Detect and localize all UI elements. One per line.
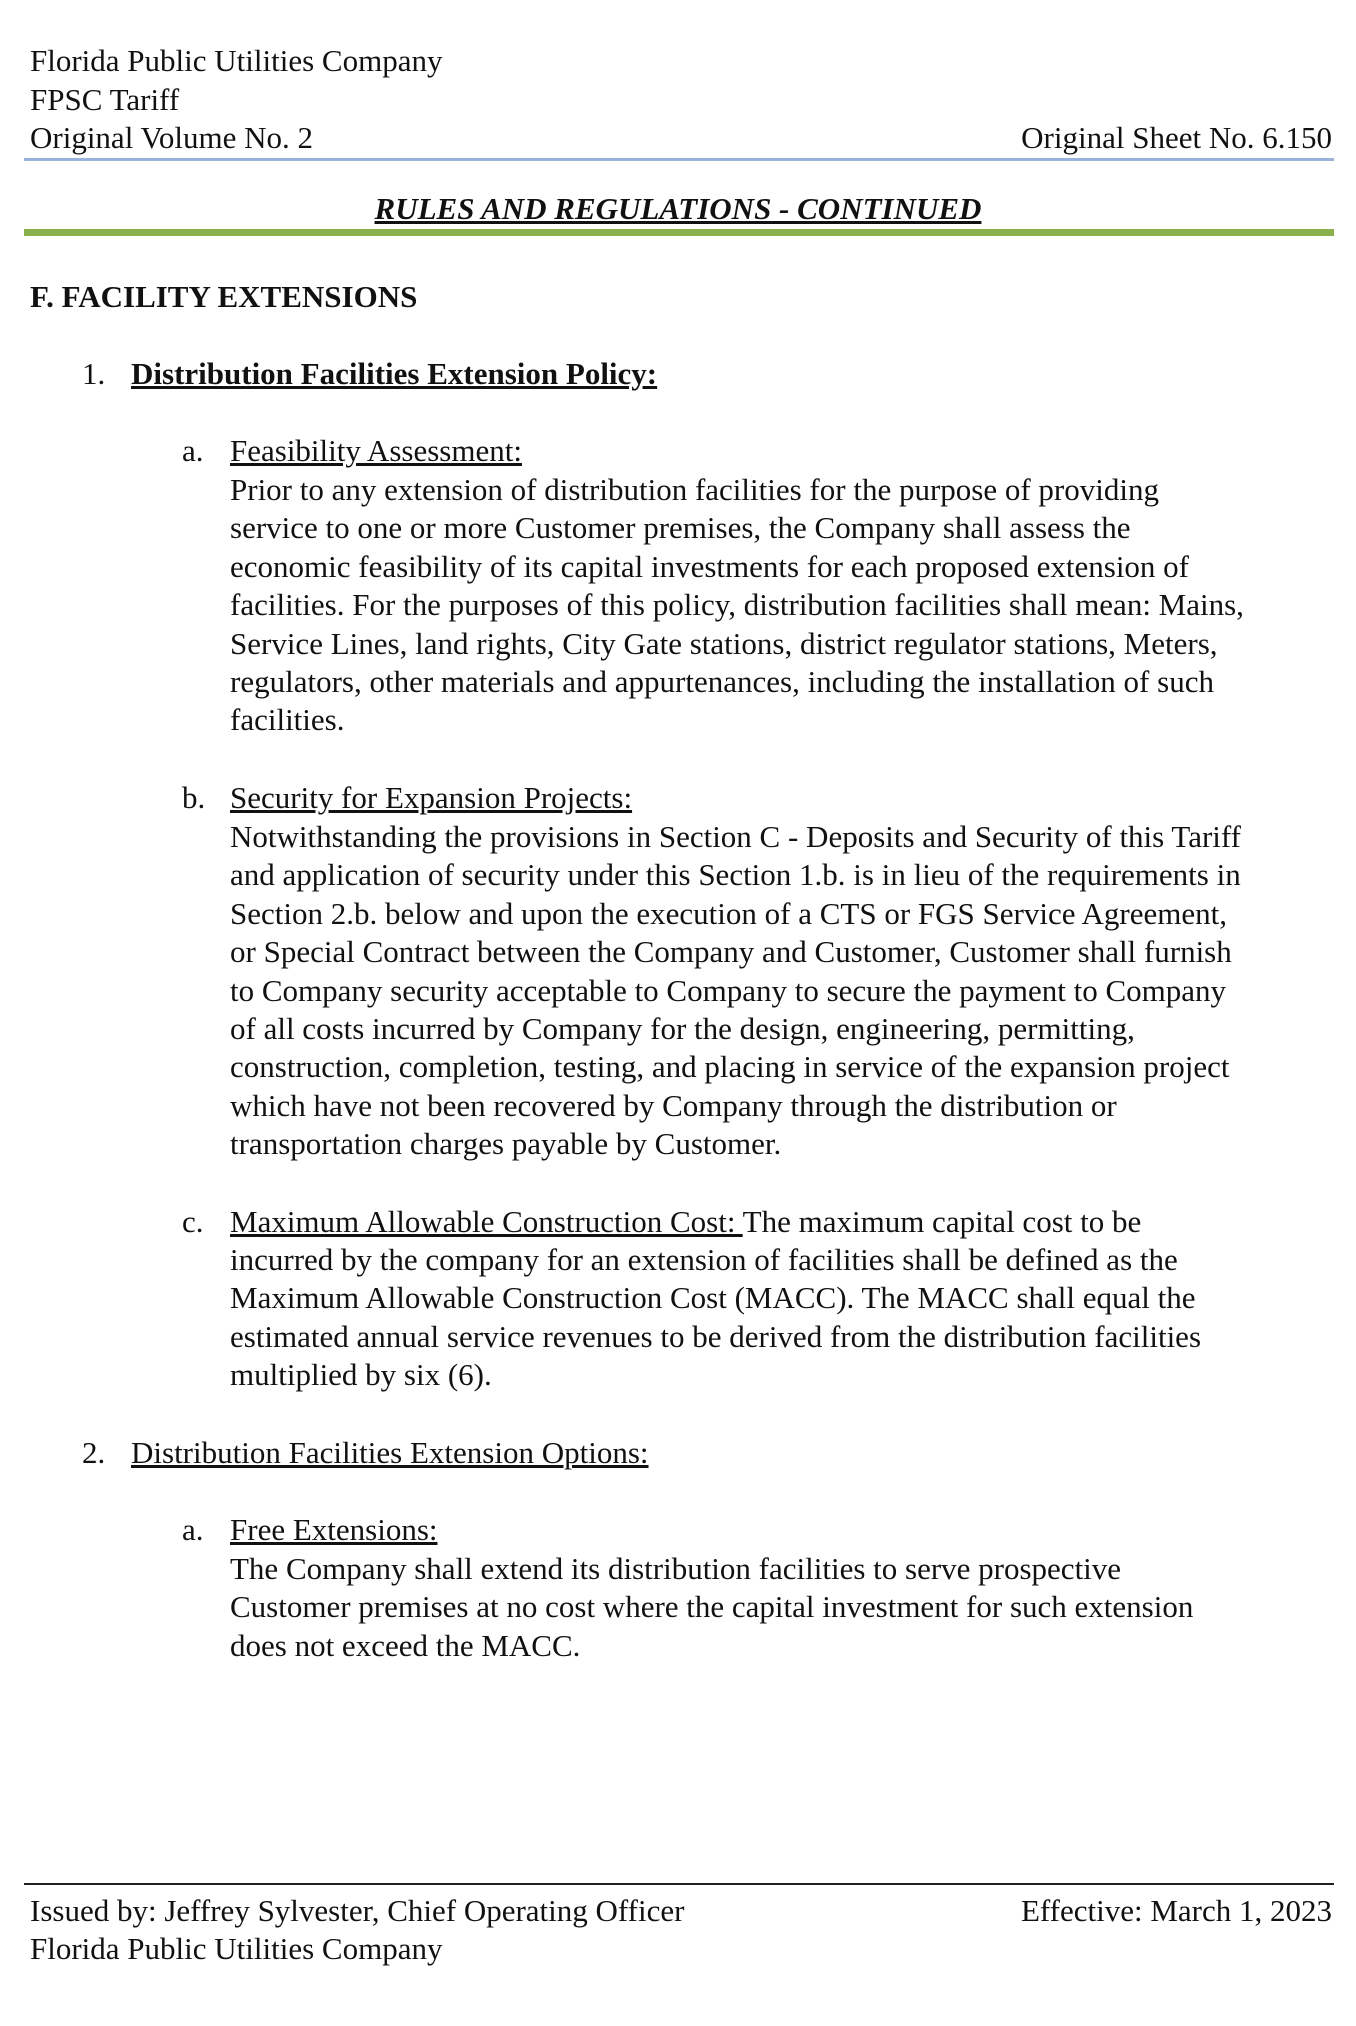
footer-divider <box>24 1883 1334 1885</box>
text-line: or Special Contract between the Company and Customer, Customer shall furnish <box>230 934 1232 970</box>
item-1c-title: Maximum Allowable Construction Cost: <box>230 1204 743 1239</box>
text-line: incurred by the company for an extension of facilities shall be defined as the <box>230 1242 1178 1277</box>
text-line: facilities. For the purposes of this policy, distribution facilities shall mean: Mains, <box>230 587 1244 623</box>
text-line: estimated annual service revenues to be derived from the distribution facilities <box>230 1318 1202 1354</box>
text-line: Section 2.b. below and upon the execution of a CTS or FGS Service Agreement, <box>230 895 1227 931</box>
text-line: does not exceed the MACC. <box>230 1627 581 1663</box>
text-line: Prior to any extension of distribution facilities for the purpose of providing <box>230 472 1159 507</box>
text-line: Maximum Allowable Construction Cost (MACC). The MACC shall equal the <box>230 1280 1196 1316</box>
text-line: Notwithstanding the provisions in Section C - Deposits and Security of this Tariff <box>230 819 1241 854</box>
text-line: facilities. <box>230 702 345 738</box>
item-1b-title: Security for Expansion Projects: <box>230 780 633 815</box>
text-line: Customer premises at no cost where the capital investment for such extension <box>230 1589 1194 1625</box>
header-divider <box>24 158 1334 161</box>
text-line: construction, completion, testing, and placing in service of the expansion project <box>230 1049 1230 1085</box>
text-line: transportation charges payable by Customer. <box>230 1126 782 1162</box>
item-1b-body <box>230 818 1330 1164</box>
text-line: multiplied by six (6). <box>230 1357 492 1393</box>
item-1-title: Distribution Facilities Extension Policy: <box>131 356 658 391</box>
item-1c-first-line-text: The maximum capital cost to be <box>742 1204 1142 1239</box>
item-1a-title: Feasibility Assessment: <box>230 433 522 468</box>
text-line: of all costs incurred by Company for the design, engineering, permitting, <box>230 1011 1135 1047</box>
item-2a-title: Free Extensions: <box>230 1512 438 1547</box>
text-line: Service Lines, land rights, City Gate stations, district regulator stations, Meters, <box>230 625 1218 661</box>
header-sheet-number: Original Sheet No. 6.150 <box>1021 120 1332 155</box>
footer-effective-date: Effective: March 1, 2023 <box>1020 1893 1332 1928</box>
header-company: Florida Public Utilities Company <box>30 43 443 78</box>
text-line: service to one or more Customer premises, the Company shall assess the <box>230 510 1131 546</box>
header-tariff: FPSC Tariff <box>30 82 180 117</box>
item-1-number: 1. <box>82 356 106 391</box>
footer-issued-by: Issued by: Jeffrey Sylvester, Chief Operating Officer <box>30 1893 685 1928</box>
item-1c-letter: c. <box>182 1204 204 1239</box>
text-line: regulators, other materials and appurtenances, including the installation of such <box>230 664 1214 700</box>
item-1a-body <box>230 471 1330 740</box>
item-2a-letter: a. <box>182 1512 204 1547</box>
text-line: economic feasibility of its capital investments for each proposed extension of <box>230 548 1190 584</box>
item-1c-body <box>230 1241 1330 1395</box>
text-line: The Company shall extend its distribution facilities to serve prospective <box>230 1551 1122 1586</box>
section-divider <box>24 229 1334 236</box>
facility-extensions-heading: F. FACILITY EXTENSIONS <box>30 279 418 314</box>
text-line: to Company security acceptable to Company to secure the payment to Company <box>230 972 1227 1008</box>
text-line: and application of security under this Section 1.b. is in lieu of the requirements in <box>230 857 1241 893</box>
footer-company: Florida Public Utilities Company <box>30 1931 443 1966</box>
item-1c-first-line <box>230 1203 1141 1241</box>
item-2a-body <box>230 1550 1330 1665</box>
item-2-number: 2. <box>82 1435 106 1470</box>
item-2-title: Distribution Facilities Extension Options: <box>131 1435 649 1470</box>
item-1a-letter: a. <box>182 433 204 468</box>
text-line: which have not been recovered by Company through the distribution or <box>230 1087 1117 1123</box>
section-title: RULES AND REGULATIONS - CONTINUED <box>374 191 982 226</box>
header-volume: Original Volume No. 2 <box>30 120 314 155</box>
item-1b-letter: b. <box>182 780 206 815</box>
